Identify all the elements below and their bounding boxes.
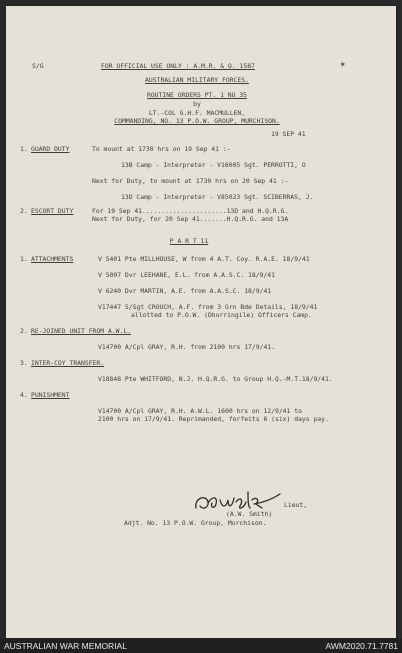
escort-heading: ESCORT DUTY — [31, 207, 74, 215]
punishment-heading: PUNISHMENT — [31, 391, 70, 399]
escort-line-1: For 19 Sep 41......................13D and H.Q.R.G. — [92, 207, 289, 215]
footer-institution: AUSTRALIAN WAR MEMORIAL — [4, 641, 127, 651]
transfer-num: 3. — [20, 359, 28, 367]
rejoined-num: 2. — [20, 327, 28, 335]
rejoined-line-1: V14700 A/Cpl GRAY, R.H. from 2100 hrs 17/9/41. — [98, 343, 275, 351]
signatory-name: (A.W. Smith) — [226, 510, 273, 518]
punch-hole-mark: ✶ — [340, 60, 346, 70]
guard-heading: GUARD DUTY — [31, 145, 70, 153]
signatory-appointment: Adjt. No. 13 P.O.W. Group, Murchison. — [124, 519, 267, 527]
rejoined-heading: RE-JOINED UNIT FROM A.W.L. — [31, 327, 132, 335]
signatory-rank: Lieut, — [284, 501, 308, 509]
attachment-line-5: allotted to P.O.W. (Dhurringile) Officers Camp. — [131, 311, 312, 319]
attachment-line-3: V 6240 Dvr MARTIN, A.E. from A.A.S.C. 18/9/41 — [98, 287, 272, 295]
force-heading: AUSTRALIAN MILITARY FORCES. — [145, 76, 249, 84]
escort-line-2: Next for Duty, for 20 Sep 41.......H.Q.R.G. and 13A — [92, 215, 289, 223]
punishment-line-2: 2100 hrs on 17/9/41. Reprimanded, forfeits 6 (six) days pay. — [98, 415, 329, 423]
guard-line-2: 13B Camp - Interpreter - V16005 Sgt. PERROTTI, O — [121, 161, 306, 169]
transfer-line-1: V18848 Pte WHITFORD, N.J. H.Q.R.G. to Group H.Q.-M.T.18/9/41. — [98, 375, 333, 383]
classification-heading: FOR OFFICIAL USE ONLY : A.M.R. & O. 1587 — [101, 62, 255, 70]
punishment-num: 4. — [20, 391, 28, 399]
punishment-line-1: V14700 A/Cpl GRAY, R.H. A.W.L. 1600 hrs on 12/9/41 to — [98, 407, 302, 415]
guard-line-4: 13D Camp - Interpreter - V85023 Sgt. SCIBERRAS, J. — [121, 193, 314, 201]
attachment-line-1: V 5401 Pte MILLHOUSE, W from 4 A.T. Coy. R.A.E. 18/9/41 — [98, 255, 310, 263]
commander-name: LT.-COL G.H.F. MACMULLEN, — [148, 109, 246, 117]
escort-num: 2. — [20, 207, 28, 215]
attachment-line-4: V17447 S/Sgt CROUCH, A.F. from 3 Grn Bde Details, 18/9/41 — [98, 303, 318, 311]
guard-num: 1. — [20, 145, 28, 153]
archive-footer — [0, 639, 402, 653]
attachment-line-2: V 5007 Dvr LEEHANE, E.L. from A.A.S.C. 18/9/41 — [98, 271, 275, 279]
attachments-num: 1. — [20, 255, 28, 263]
order-date: 19 SEP 41 — [271, 130, 306, 138]
command-line: COMMANDING, NO. 13 P.O.W. GROUP, MURCHISON. — [114, 117, 280, 125]
footer-accession-number: AWM2020.71.7781 — [325, 641, 398, 651]
by-line: by — [193, 100, 201, 108]
document-page — [6, 6, 396, 638]
transfer-heading: INTER-COY TRANSFER. — [31, 359, 105, 367]
document-ref: S/G — [32, 62, 44, 70]
orders-title: ROUTINE ORDERS PT. 1 NO 35 — [146, 91, 248, 99]
part-two-heading: P A R T 11 — [169, 237, 209, 245]
guard-line-1: To mount at 1730 hrs on 19 Sep 41 :- — [92, 145, 231, 153]
attachments-heading: ATTACHMENTS — [31, 255, 74, 263]
guard-line-3: Next for Duty, to mount at 1730 hrs on 20 Sep 41 :- — [92, 177, 289, 185]
